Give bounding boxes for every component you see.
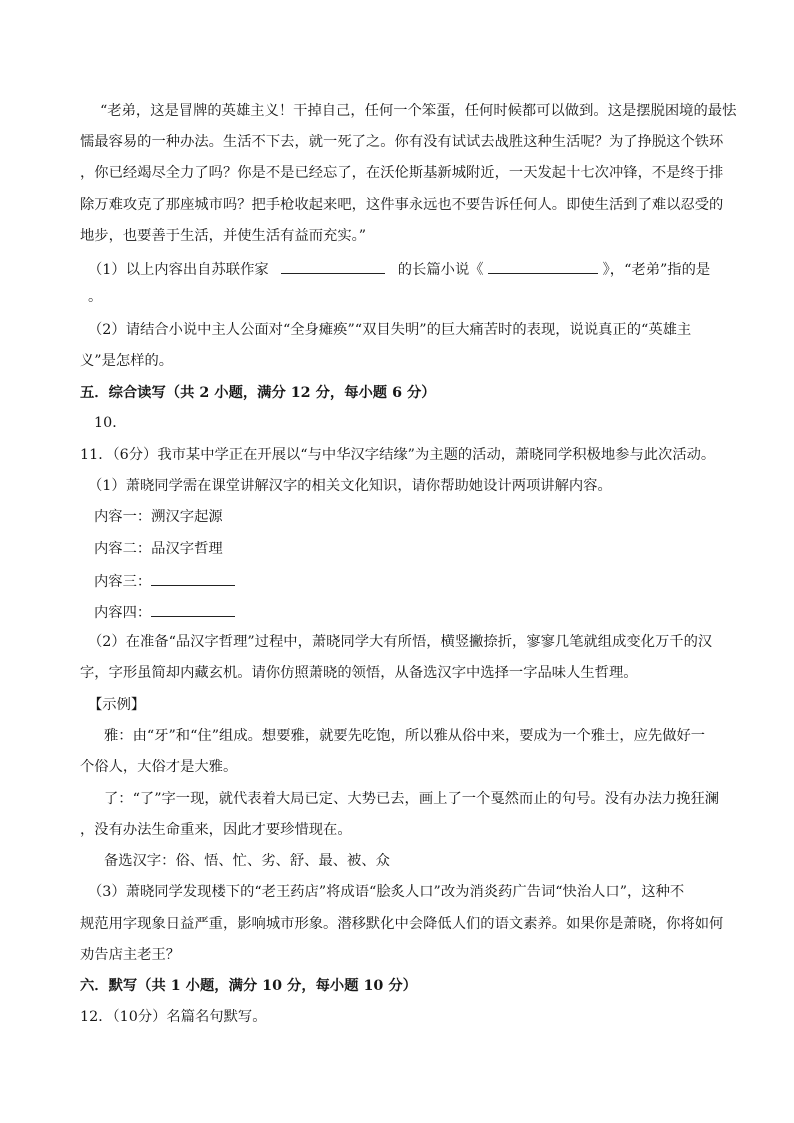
content-item-3 [94,571,235,591]
q9-part1-end: 。 [88,289,103,305]
question-11-part-2-line-2: 字，字形虽简却内藏玄机。请你仿照萧晓的领悟，从备选汉字中选择一字品味人生哲理。 [80,665,638,681]
example-2-line-2: ，没有办法生命重来，因此才要珍惜现在。 [80,822,352,838]
section-6-heading: 六．默写（共 1 小题，满分 10 分，每小题 10 分） [80,978,417,994]
content-item-3-label: 内容三： [94,574,152,590]
content-item-4-label: 内容四： [94,605,152,621]
question-9-part-2-line-2: 义”是怎样的。 [80,353,174,369]
content-item-1: 内容一：溯汉字起源 [94,509,223,525]
q9-part1-suffix: 》，“老弟”指的是 [602,262,711,278]
passage-line-5: 地步，也要善于生活，并使生活有益而充实。” [80,228,367,244]
question-9-part-1 [88,259,710,279]
question-12-stem: 12．（10分）名篇名句默写。 [80,1009,267,1025]
q9-part1-prefix: （1）以上内容出自苏联作家 [88,262,269,278]
question-11-part-3-line-3: 劝告店主老王？ [80,947,181,963]
passage-line-4: 除万难攻克了那座城市吗？把手枪收起来吧，这件事永远也不要告诉任何人。即使生活到了难以忍受的 [80,197,724,213]
content-item-4 [94,602,235,622]
question-11-part-2-line-1: （2）在准备“品汉字哲理”过程中，萧晓同学大有所悟，横竖撇捺折，寥寥几笔就组成变化万千的汉 [88,634,713,650]
question-11-part-3-line-2: 规范用字现象日益严重，影响城市形象。潜移默化中会降低人们的语文素养。如果你是萧晓，你将如何 [80,916,724,932]
candidate-characters: 备选汉字：俗、悟、忙、劣、舒、最、被、众 [104,853,390,869]
example-label: 【示例】 [88,697,146,713]
example-2-line-1: 了：“了”字一现，就代表着大局已定、大势已去，画上了一个戛然而止的句号。没有办法力挽狂澜 [104,791,720,807]
example-1-line-1: 雅：由“牙”和“住”组成。想要雅，就要先吃饱，所以雅从俗中来，要成为一个雅士，应先做好一 [104,728,706,744]
content-item-2: 内容二：品汉字哲理 [94,541,223,557]
author-answer-blank[interactable] [281,259,385,274]
question-11-stem: 11．（6分）我市某中学正在开展以“与中华汉字结缘”为主题的活动，萧晓同学积极地参与此次活动。 [80,447,716,463]
passage-line-3: ，你已经竭尽全力了吗？你是不是已经忘了，在沃伦斯基新城附近，一天发起十七次冲锋，不是终于排 [80,165,724,181]
content-3-answer-blank[interactable] [151,571,235,586]
question-11-part-3-line-1: （3）萧晓同学发现楼下的“老王药店”将成语“脍炙人口”改为消炎药广告词“快治人口”，这种不 [88,884,685,900]
question-10-number: 10． [94,415,127,431]
novel-title-answer-blank[interactable] [488,259,598,274]
question-9-part-2-line-1: （2）请结合小说中主人公面对“全身瘫痪”“双目失明”的巨大痛苦时的表现，说说真正的“英雄主 [88,322,692,338]
question-11-part-1: （1）萧晓同学需在课堂讲解汉字的相关文化知识，请你帮助她设计两项讲解内容。 [88,478,612,494]
passage-line-1: “老弟，这是冒牌的英雄主义！干掉自己，任何一个笨蛋，任何时候都可以做到。这是摆脱困境的最怯 [100,103,737,119]
section-5-heading: 五．综合读写（共 2 小题，满分 12 分，每小题 6 分） [80,385,436,401]
example-1-line-2: 个俗人，大俗才是大雅。 [80,759,238,775]
passage-line-2: 懦最容易的一种办法。生活不下去，就一死了之。你有没有试试去战胜这种生活呢？为了挣脱这个铁环 [80,134,724,150]
q9-part1-middle: 的长篇小说《 [397,262,484,278]
content-4-answer-blank[interactable] [151,602,235,617]
